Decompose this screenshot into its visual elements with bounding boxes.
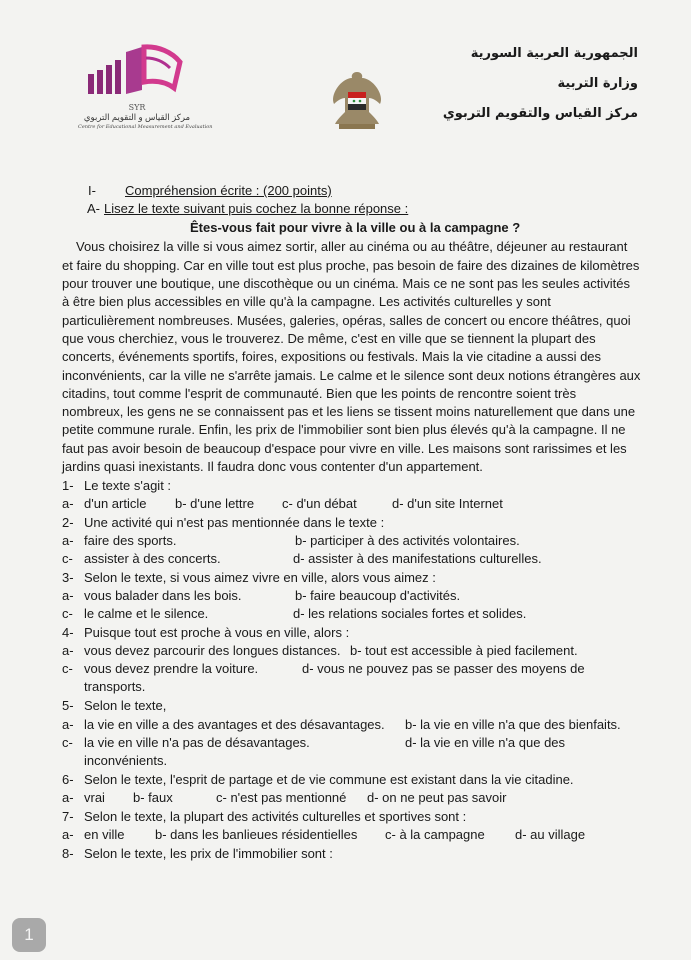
page-number-badge: 1 [12,918,46,952]
option-a[interactable]: d'un article [84,496,147,511]
option-c[interactable]: assister à des concerts. [84,551,221,566]
option-b[interactable]: b- d'une lettre [175,496,255,511]
passage-title: Êtes-vous fait pour vivre à la ville ou à la campagne ? [190,220,521,235]
option-c[interactable]: le calme et le silence. [84,606,209,621]
option-d-continued: inconvénients. [84,753,168,768]
option-b[interactable]: b- faux [133,790,173,805]
logo-english-name: Centre for Educational Measurement and Evaluation [78,124,213,130]
question-text: Puisque tout est proche à vous en ville, alors : [84,625,350,640]
option-d[interactable]: d- on ne peut pas savoir [367,790,507,805]
section-title: Compréhension écrite : (200 points) [125,183,332,198]
question-text: Selon le texte, si vous aimez vivre en ville, alors vous aimez : [84,570,436,585]
option-b[interactable]: b- dans les banlieues résidentielles [155,827,358,842]
option-a[interactable]: faire des sports. [84,533,177,548]
option-b[interactable]: b- tout est accessible à pied facilement. [350,643,578,658]
question-text: Selon le texte, [84,698,167,713]
option-letter: a- [62,790,74,805]
center-name: مركز القياس والتقويم التربوي [442,106,638,121]
passage-line: inconvénients, car la ville ne s'arrête jamais. Le calme et le silence sont deux notions étrangères aux [62,368,641,383]
option-d[interactable]: d- au village [515,827,586,842]
passage-line: jardins quasi inexistants. Il faudra donc vous contenter d'un appartement. [62,459,483,474]
ministry-name: وزارة التربية [557,76,638,91]
republic-name: الجمهورية العربية السورية [470,46,638,61]
option-letter: c- [62,735,73,750]
question-number: 7- [62,809,74,824]
option-a[interactable]: vous devez parcourir des longues distances. [84,643,341,658]
option-letter: a- [62,643,74,658]
option-letter: a- [62,496,74,511]
option-c[interactable]: c- à la campagne [385,827,485,842]
option-c[interactable]: la vie en ville n'a pas de désavantages. [84,735,310,750]
option-letter: a- [62,827,74,842]
option-c[interactable]: c- n'est pas mentionné [216,790,347,805]
passage-line: pour trouver une boutique, une discothèque ou un cinéma. Mais ce ne sont pas les seules activités [62,276,631,291]
option-d[interactable]: d- vous ne pouvez pas se passer des moyens de [302,661,585,676]
option-b[interactable]: b- la vie en ville n'a que des bienfaits. [405,717,621,732]
option-letter: c- [62,606,73,621]
option-a[interactable]: vrai [84,790,105,805]
question-number: 2- [62,515,74,530]
question-text: Une activité qui n'est pas mentionnée dans le texte : [84,515,385,530]
question-number: 3- [62,570,74,585]
option-a[interactable]: en ville [84,827,125,842]
question-number: 1- [62,478,74,493]
section-number: I- [88,183,96,198]
syr-logo [78,44,213,136]
passage-line: concerts, événements sportifs, foires, expositions ou festivals. Mais la vie citadine a aussi des [62,349,602,364]
option-letter: a- [62,588,74,603]
option-c[interactable]: vous devez prendre la voiture. [84,661,259,676]
question-text: Selon le texte, l'esprit de partage et de vie commune est existant dans la vie citadine. [84,772,574,787]
instruction: Lisez le texte suivant puis cochez la bonne réponse : [104,201,409,216]
option-letter: a- [62,717,74,732]
passage-line: particulièrement nombreuses. Musées, galeries, opéras, salles de concert ou encore théâtres, quoi [62,313,631,328]
option-c[interactable]: c- d'un débat [282,496,357,511]
question-number: 8- [62,846,74,861]
passage-line: et faire du shopping. Car en ville tout est plus proche, pas besoin de faire des dizaines de kilomètres [62,258,640,273]
option-a[interactable]: la vie en ville a des avantages et des désavantages. [84,717,385,732]
option-d[interactable]: d- assister à des manifestations culturelles. [293,551,542,566]
question-text: Selon le texte, les prix de l'immobilier sont : [84,846,333,861]
passage-line: que vous cherchiez, vous le trouverez. De même, c'est en ville que se tiennent la plupart des [62,331,596,346]
passage-line: nombreux, les gens ne se connaissent pas et les liens se tissent moins naturellement que dans une [62,404,636,419]
option-d-continued: transports. [84,679,146,694]
logo-abbreviation: SYR [128,103,146,112]
question-text: Selon le texte, la plupart des activités culturelles et sportives sont : [84,809,467,824]
logo-arabic-name: مركز القياس و التقويم التربوي [83,112,191,122]
option-a[interactable]: vous balader dans les bois. [84,588,242,603]
option-letter: c- [62,661,73,676]
passage-line: faut pas avoir besoin de beaucoup d'espace pour vivre en ville. Les maisons sont rarissimes et les [62,441,627,456]
passage-line: citadins, tout comme l'esprit de communauté. Bien que les points de rencontre soient très [62,386,577,401]
option-b[interactable]: b- faire beaucoup d'activités. [295,588,461,603]
book-bars-icon [78,44,196,104]
passage-line: à être bien plus accessibles en ville qu'à la campagne. Les activités culturelles y sont [62,294,551,309]
passage-line: Vous choisirez la ville si vous aimez sortir, aller au cinéma ou au théâtre, déjeuner au restaurant [76,239,628,254]
option-letter: c- [62,551,73,566]
question-number: 5- [62,698,74,713]
option-d[interactable]: d- les relations sociales fortes et solides. [293,606,527,621]
option-d[interactable]: d- la vie en ville n'a que des [405,735,566,750]
passage-line: petite commune rurale. Enfin, les prix de l'immobilier sont bien plus élevés qu'à la campagne. Il ne [62,422,626,437]
ministry-header [443,47,638,137]
option-letter: a- [62,533,74,548]
question-number: 4- [62,625,74,640]
subsection-letter: A- [87,201,100,216]
option-d[interactable]: d- d'un site Internet [392,496,503,511]
option-b[interactable]: b- participer à des activités volontaires. [295,533,520,548]
syrian-emblem-icon [327,66,387,134]
question-number: 6- [62,772,74,787]
question-text: Le texte s'agit : [84,478,172,493]
